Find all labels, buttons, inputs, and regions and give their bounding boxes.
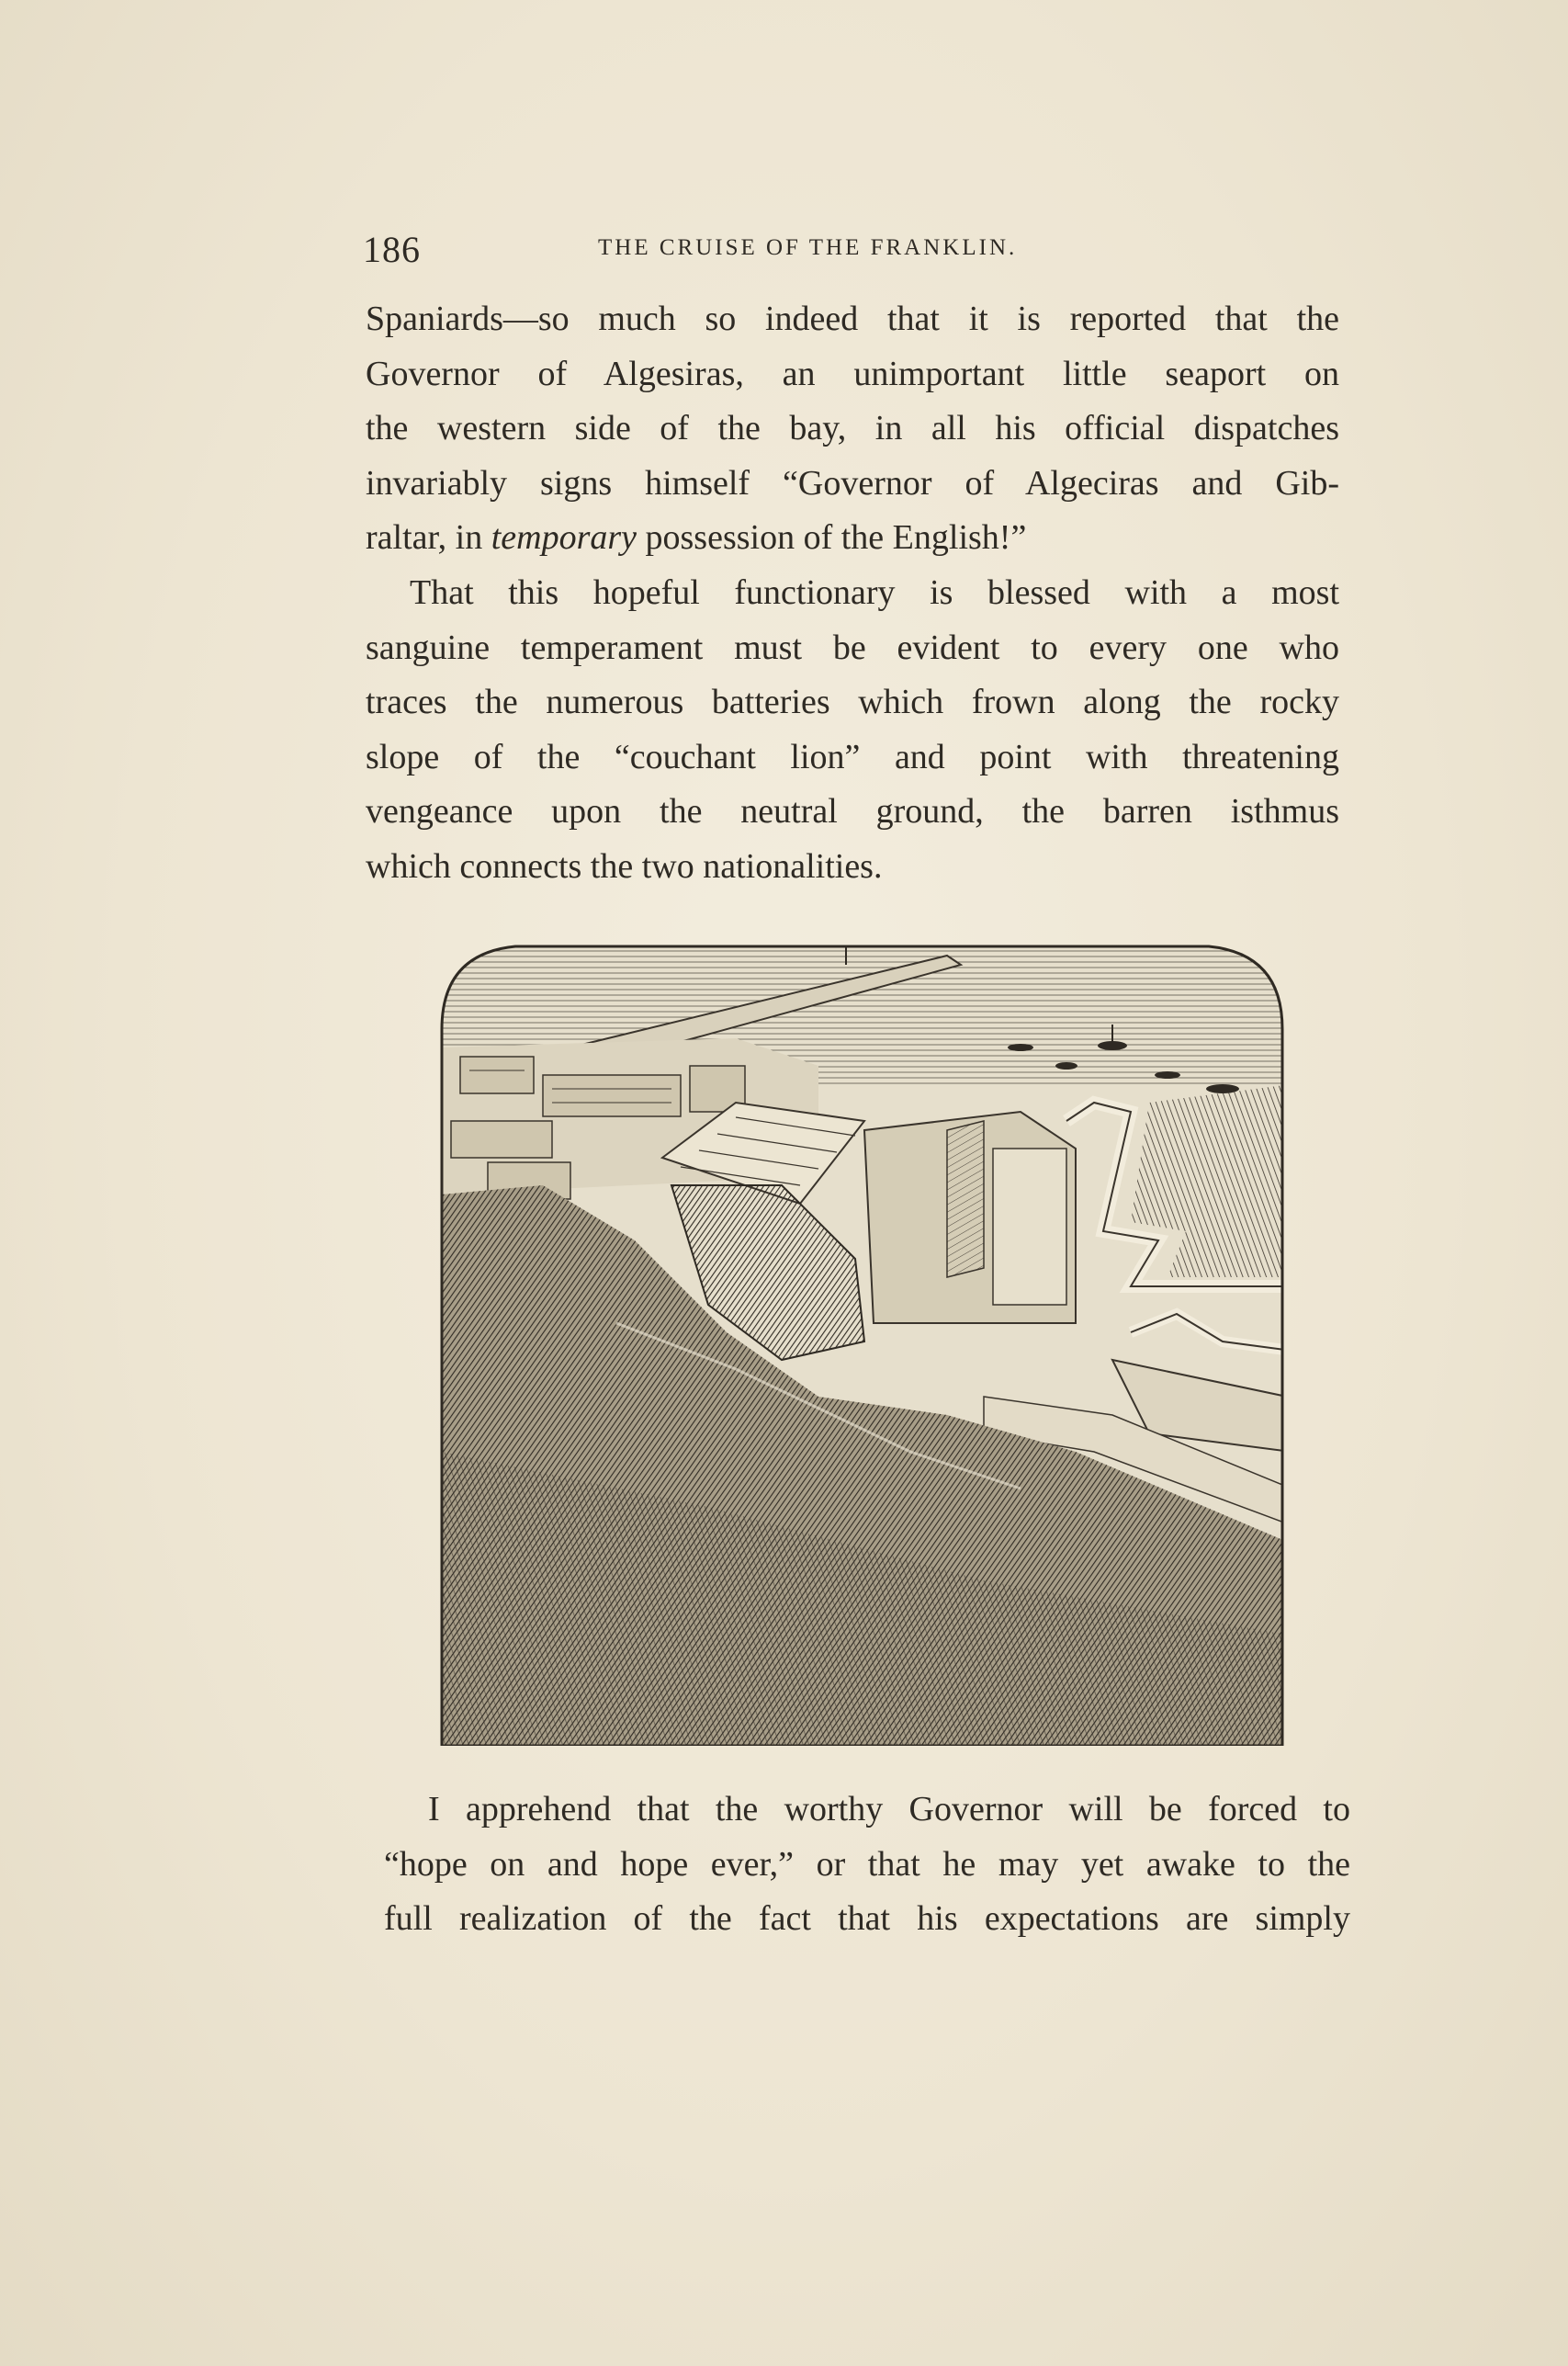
text-line: Spaniards—so much so indeed that it is reported that the — [366, 300, 1339, 338]
page-header — [363, 228, 1337, 268]
text-line: That this hopeful functionary is blessed with a most — [410, 572, 1339, 612]
text-line: invariably signs himself “Governor of Algeciras and Gib- — [366, 463, 1339, 503]
body-text-bottom — [384, 1783, 1350, 1947]
text-line: I apprehend that the worthy Governor will be forced to — [428, 1790, 1350, 1828]
engraving-illustration — [433, 937, 1292, 1746]
italic-word: temporary — [491, 518, 637, 558]
text-fragment: possession of the English!” — [637, 518, 1027, 558]
text-fragment: raltar, in — [366, 518, 491, 558]
text-line: sanguine temperament must be evident to every one who — [366, 628, 1339, 667]
fortress-harbor-engraving-icon — [433, 937, 1292, 1746]
page-number: 186 — [363, 229, 421, 270]
text-line: the western side of the bay, in all his official dispatches — [366, 409, 1339, 448]
text-line: which connects the two nationalities. — [366, 846, 883, 886]
text-line: Governor of Algesiras, an unimportant little seaport on — [366, 354, 1339, 393]
text-line: traces the numerous batteries which frown along the rocky — [366, 683, 1339, 722]
text-line: vengeance upon the neutral ground, the barren isthmus — [366, 792, 1339, 832]
text-line: full realization of the fact that his expectations are simply — [384, 1899, 1350, 1939]
text-line: “hope on and hope ever,” or that he may yet awake to the — [384, 1844, 1350, 1884]
body-text-top — [366, 292, 1339, 895]
running-head: THE CRUISE OF THE FRANKLIN. — [598, 235, 1018, 260]
text-line: slope of the “couchant lion” and point with threatening — [366, 737, 1339, 776]
text-line — [366, 511, 1339, 566]
